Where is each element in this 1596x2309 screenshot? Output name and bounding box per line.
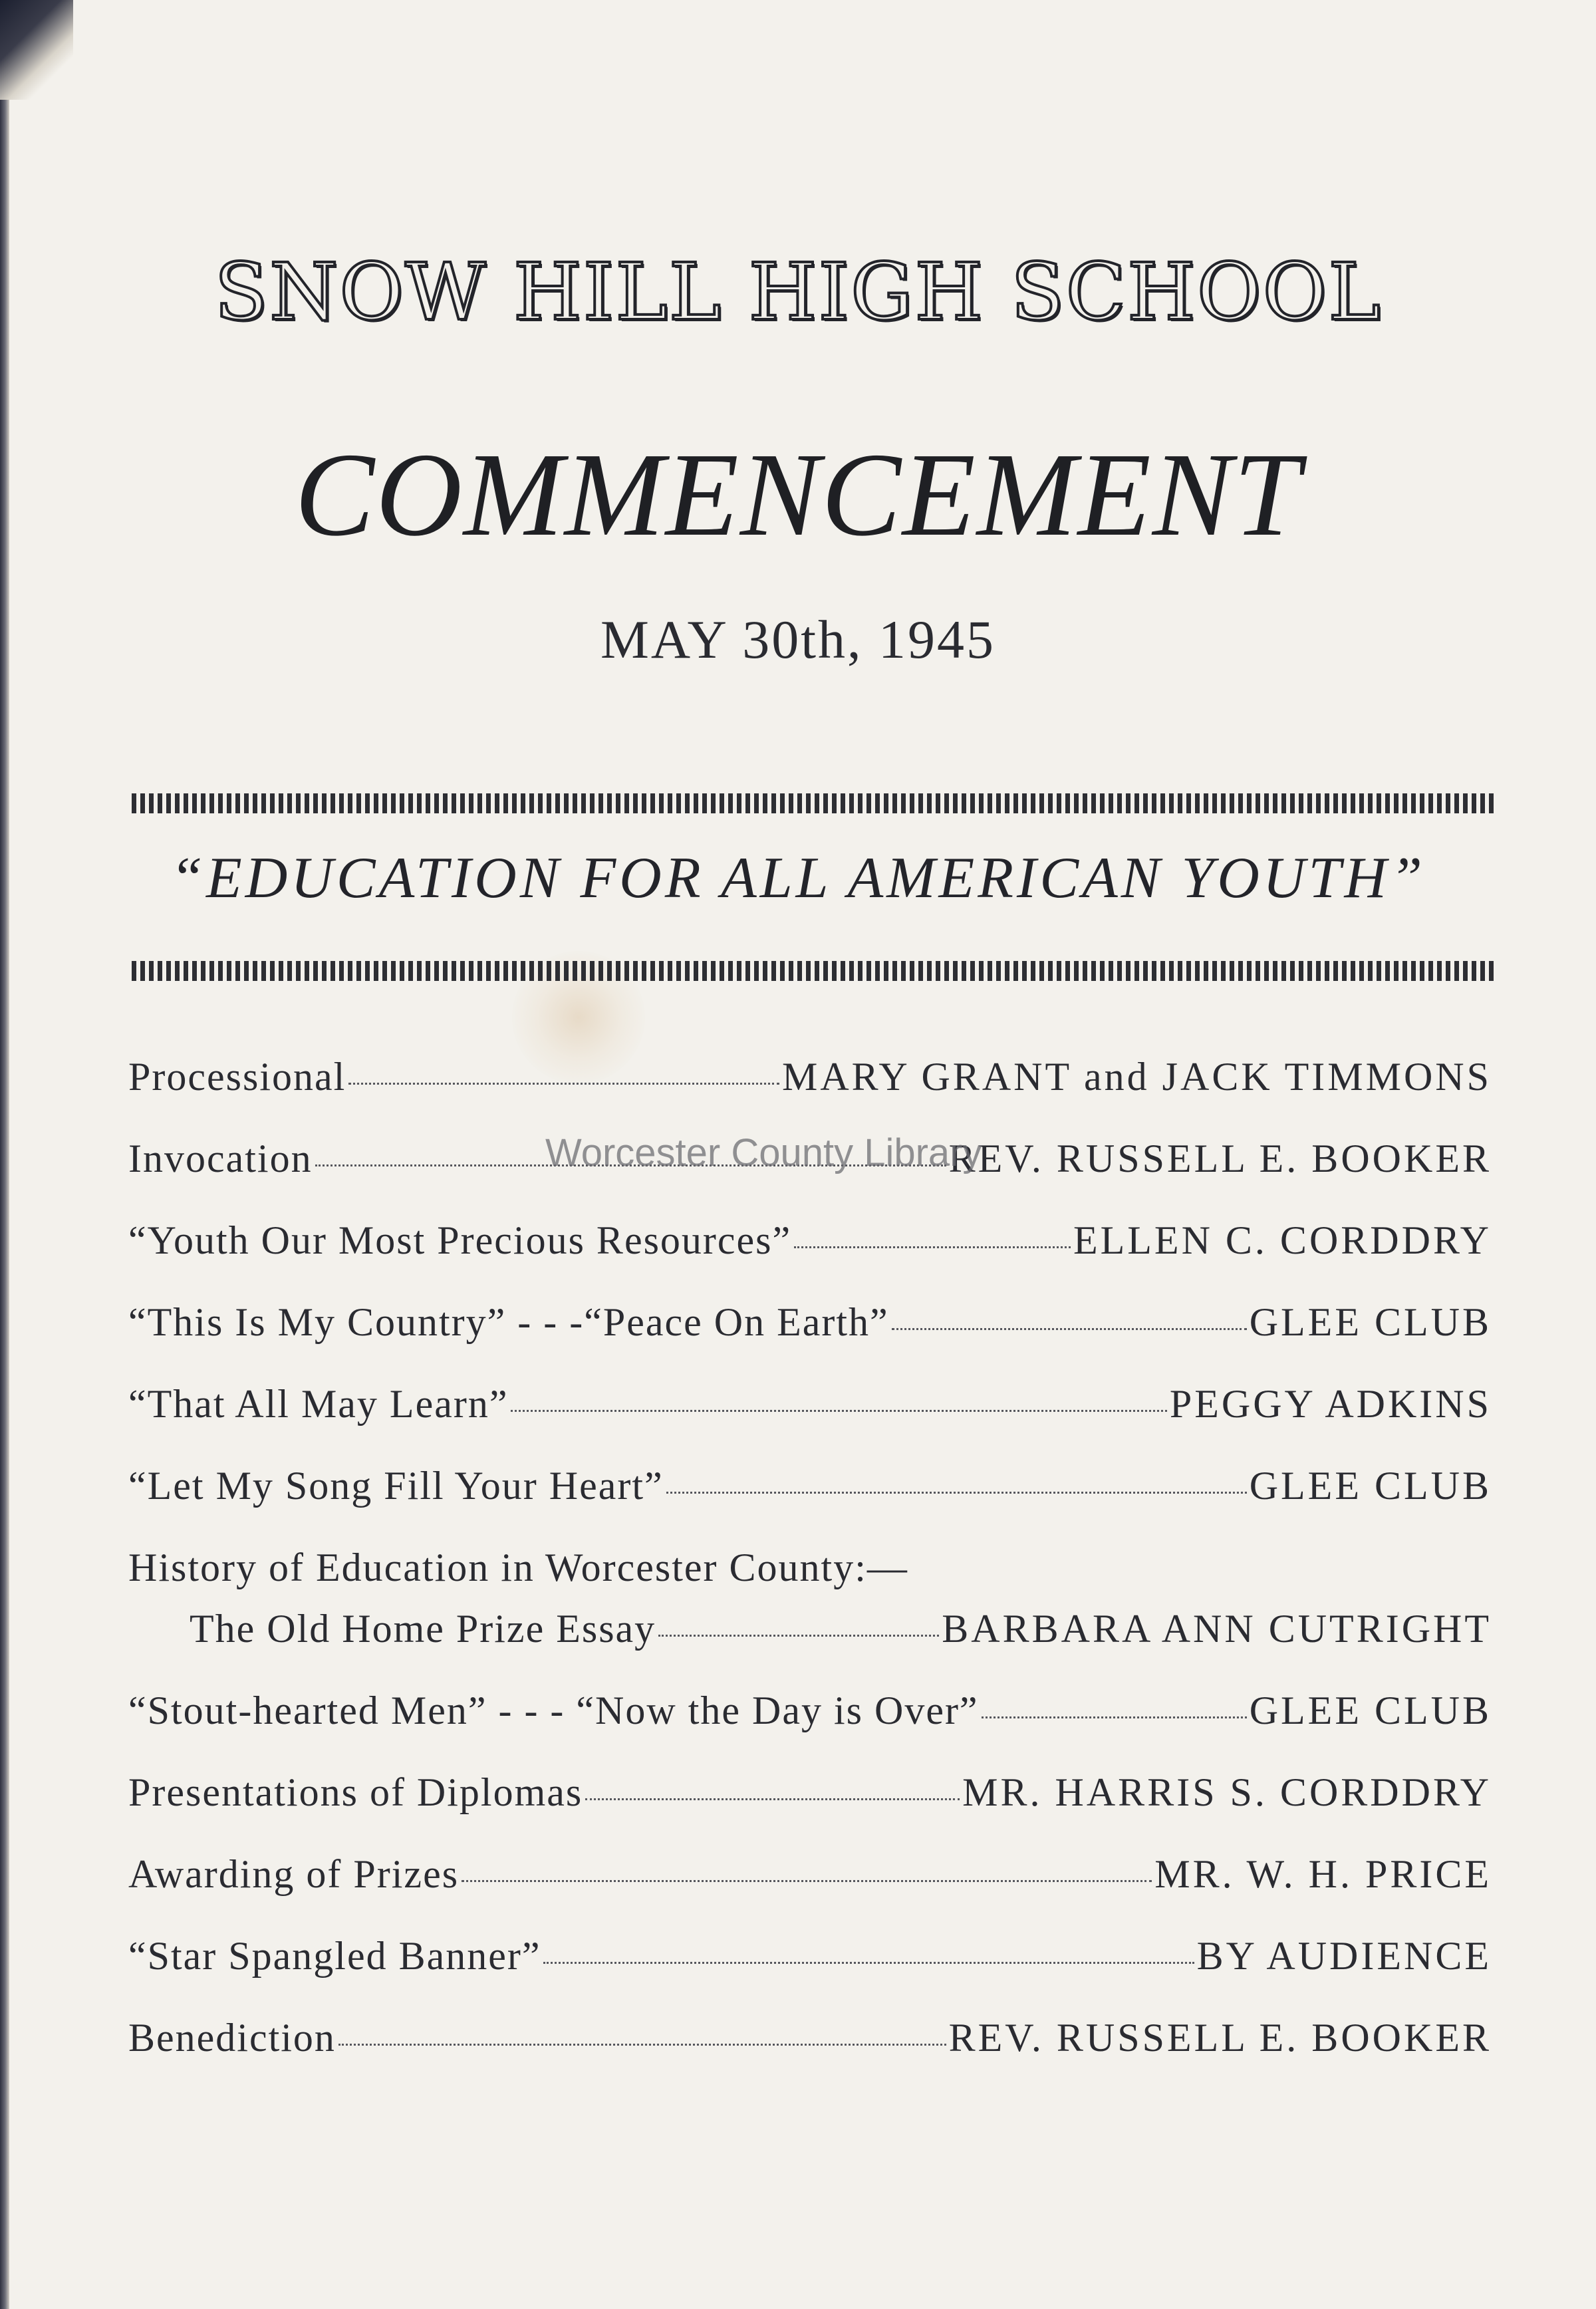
program-section-heading — [128, 1545, 1492, 1606]
dot-leader — [982, 1716, 1247, 1718]
program-item: The Old Home Prize Essay — [190, 1607, 656, 1651]
event-title: COMMENCEMENT — [294, 428, 1301, 561]
dot-leader — [794, 1246, 1071, 1248]
program-performer: MR. W. H. PRICE — [1154, 1852, 1492, 1896]
program-performer: BY AUDIENCE — [1196, 1934, 1492, 1978]
school-title: SNOW HILL HIGH SCHOOL — [214, 246, 1382, 338]
scan-corner — [0, 0, 73, 100]
program-row — [128, 1218, 1492, 1299]
dot-leader — [348, 1083, 779, 1085]
program-performer: PEGGY ADKINS — [1169, 1382, 1492, 1426]
program-performer: GLEE CLUB — [1249, 1300, 1492, 1344]
dot-leader — [462, 1880, 1152, 1882]
program-item: Benediction — [128, 2016, 336, 2060]
program-item: Presentations of Diplomas — [128, 1770, 583, 1814]
program-item: Awarding of Prizes — [128, 1852, 460, 1896]
dot-leader — [892, 1328, 1247, 1330]
program-performer: ELLEN C. CORDDRY — [1073, 1218, 1492, 1262]
program-row — [128, 1606, 1492, 1688]
program-row — [128, 1770, 1492, 1851]
program-item: “Stout-hearted Men” - - - “Now the Day is Over” — [128, 1689, 979, 1732]
program-item: “That All May Learn” — [128, 1382, 509, 1426]
program-item: Processional — [128, 1055, 346, 1099]
program-performer: REV. RUSSELL E. BOOKER — [948, 1137, 1492, 1180]
dot-leader — [511, 1410, 1166, 1412]
program-row — [128, 1054, 1492, 1136]
program-row — [128, 1381, 1492, 1463]
program-performer: REV. RUSSELL E. BOOKER — [948, 2016, 1492, 2060]
program-row — [128, 2015, 1492, 2097]
program-performer: BARBARA ANN CUTRIGHT — [942, 1607, 1492, 1651]
program-row — [128, 1933, 1492, 2015]
program-item: History of Education in Worcester County:— — [128, 1546, 908, 1589]
program-row — [128, 1299, 1492, 1381]
scan-edge — [0, 0, 9, 2309]
program-item: Invocation — [128, 1137, 313, 1180]
decorative-rule-top — [132, 793, 1495, 813]
library-watermark: Worcester County Library — [545, 1131, 982, 1174]
program-row — [128, 1688, 1492, 1770]
program-row — [128, 1463, 1492, 1545]
event-date: MAY 30th, 1945 — [600, 609, 996, 670]
program-item: “Let My Song Fill Your Heart” — [128, 1464, 664, 1508]
dot-leader — [338, 2044, 946, 2046]
program-item: “This Is My Country” - - -“Peace On Earth” — [128, 1300, 889, 1344]
program-performer: GLEE CLUB — [1249, 1689, 1492, 1732]
dot-leader — [666, 1492, 1247, 1494]
program-item: “Star Spangled Banner” — [128, 1934, 541, 1978]
dot-leader — [658, 1635, 939, 1637]
program-list — [128, 1054, 1492, 2097]
decorative-rule-bottom — [132, 961, 1495, 981]
program-row — [128, 1851, 1492, 1933]
program-performer: GLEE CLUB — [1249, 1464, 1492, 1508]
program-performer: MR. HARRIS S. CORDDRY — [962, 1770, 1492, 1814]
dot-leader — [585, 1798, 960, 1800]
dot-leader — [543, 1962, 1194, 1964]
program-item: “Youth Our Most Precious Resources” — [128, 1218, 792, 1262]
theme-title: “EDUCATION FOR ALL AMERICAN YOUTH” — [170, 846, 1426, 910]
program-performer: MARY GRANT and JACK TIMMONS — [781, 1055, 1492, 1099]
